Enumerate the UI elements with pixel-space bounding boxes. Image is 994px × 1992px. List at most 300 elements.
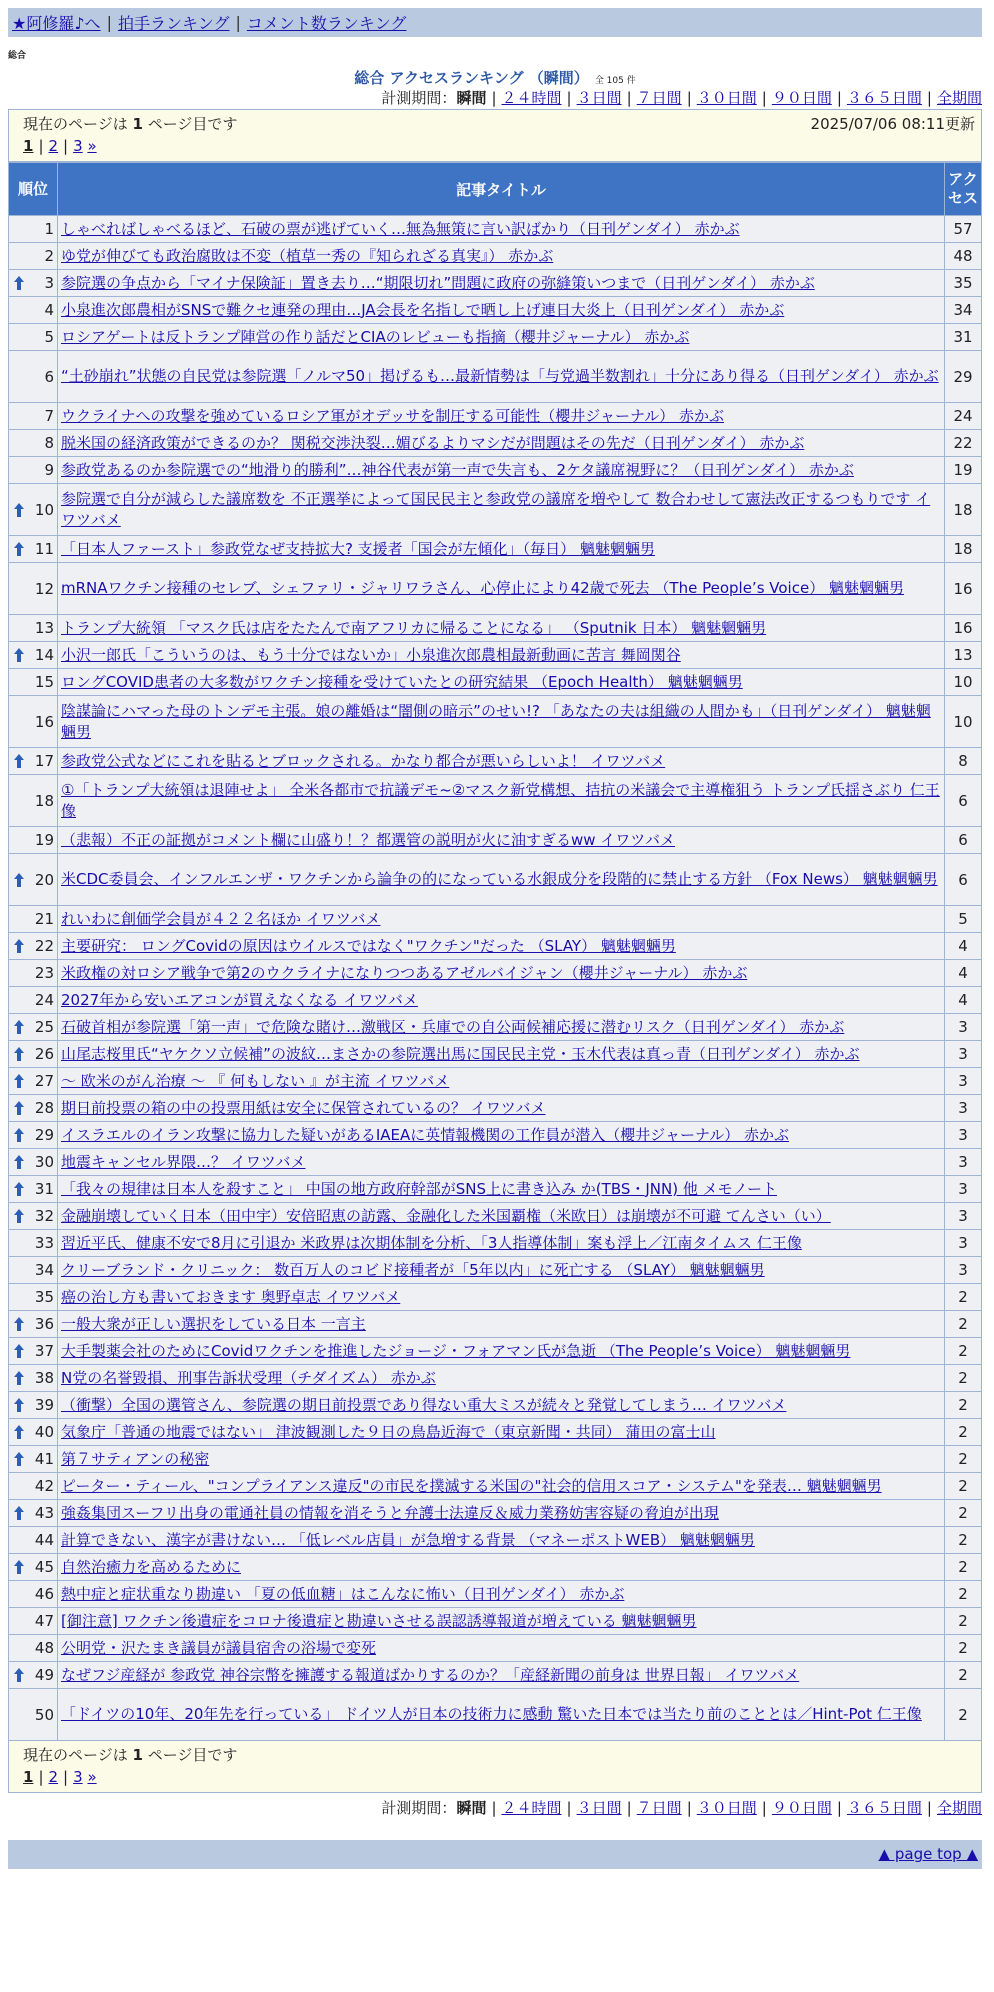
article-title-link[interactable]: 「ドイツの10年、20年先を行っている」 ドイツ人が日本の技術力に感動 驚いた日本では当たり前のこととは／Hint-Pot 仁王像 [61,1705,922,1723]
title-cell [58,1230,944,1256]
table-row [9,1581,981,1607]
access-count: 5 [945,906,981,932]
article-title-link[interactable]: 米政権の対ロシア戦争で第2のウクライナになりつつあるアゼルバイジャン（櫻井ジャーナル） 赤かぶ [61,963,748,982]
article-title-link[interactable]: しゃべればしゃべるほど、石破の票が逃げていく…無為無策に言い訳ばかり（日刊ゲンダイ） 赤かぶ [61,219,740,238]
rank-cell [9,1257,57,1283]
article-title-link[interactable]: 癌の治し方も書いておきます 奥野卓志 イワツバメ [61,1287,401,1306]
rank-cell [9,484,57,535]
access-count: 4 [945,933,981,959]
rank-number: 17 [34,752,54,770]
table-row [9,1689,981,1740]
article-title-link[interactable]: 「日本人ファースト」参政党なぜ支持拡大? 支援者「国会が左傾化」（毎日） 魑魅魍魎男 [61,539,655,558]
article-title-link[interactable]: “土砂崩れ”状態の自民党は参院選「ノルマ50」掲げるも…最新情勢は「与党過半数割れ」十分にあり得る（日刊ゲンダイ） 赤かぶ [61,367,939,385]
period-link[interactable]: ７日間 [636,1799,682,1817]
rank-cell [9,1149,57,1175]
home-link[interactable]: ★阿修羅♪へ [12,14,101,33]
pager-next-link[interactable]: » [87,137,97,155]
table-row [9,1473,981,1499]
period-separator: | [626,89,632,107]
table-row [9,827,981,853]
table-row [9,403,981,429]
title-cell [58,1284,944,1310]
access-count: 48 [945,243,981,269]
period-current: 瞬間 [456,89,487,107]
page-info-box-bottom [8,1741,982,1793]
table-row [9,1095,981,1121]
title-cell [58,351,944,402]
rank-number: 4 [44,301,54,319]
access-count: 6 [945,775,981,826]
period-separator: | [491,89,497,107]
period-link[interactable]: ９０日間 [771,1799,832,1817]
clap-ranking-link[interactable]: 拍手ランキング [117,14,230,33]
rank-cell [9,270,57,296]
access-count: 3 [945,1014,981,1040]
rank-cell [9,563,57,614]
article-title-link[interactable]: 参政党公式などにこれを貼るとブロックされる。かなり都合が悪いらしいよ！ イワツバメ [61,751,666,770]
period-separator: | [761,1799,767,1817]
article-title-link[interactable]: クリーブランド・クリニック： 数百万人のコビド接種者が「5年以内」に死亡する （SLAY） 魑魅魍魎男 [61,1260,765,1279]
period-link[interactable]: ７日間 [636,89,682,107]
article-title-link[interactable]: イスラエルのイラン攻撃に協力した疑いがあるIAEAに英情報機関の工作員が潜入（櫻井ジャーナル） 赤かぶ [61,1125,789,1144]
rank-cell [9,1500,57,1526]
rank-number: 39 [34,1396,54,1414]
article-title-link[interactable]: 米CDC委員会、インフルエンザ・ワクチンから論争の的になっている水銀成分を段階的に禁止する方針 （Fox News） 魑魅魍魎男 [61,870,938,888]
article-title-link[interactable]: 小泉進次郎農相がSNSで難クセ連発の理由…JA会長を名指しで晒し上げ連日大炎上（日刊ゲンダイ） 赤かぶ [61,300,785,319]
ranking-table [8,162,982,1741]
title-cell [58,615,944,641]
period-separator: | [566,89,572,107]
table-row [9,297,981,323]
rank-cell [9,1662,57,1688]
article-title-link[interactable]: 計算できない、漢字が書けない… 「低レベル店員」が急増する背景 （マネーポストWEB） 魑魅魍魎男 [61,1530,755,1549]
title-cell [58,827,944,853]
period-link[interactable]: ３日間 [576,89,622,107]
title-cell [58,1635,944,1661]
rank-up-arrow-icon [13,1019,25,1035]
updated-time: 2025/07/06 08:11更新 [810,115,975,133]
rank-up-arrow-icon [13,1073,25,1089]
access-count: 2 [945,1554,981,1580]
access-count: 4 [945,987,981,1013]
rank-cell [9,457,57,483]
article-title-link[interactable]: 陰謀論にハマった母のトンデモ主張。娘の離婚は“闇側の暗示”のせい!? 「あなたの夫は組織の人間かも」（日刊ゲンダイ） 魑魅魍魎男 [61,701,931,741]
table-row [9,1122,981,1148]
title-cell [58,1041,944,1067]
access-count: 2 [945,1473,981,1499]
rank-number: 6 [44,367,54,386]
access-count: 2 [945,1662,981,1688]
access-count: 57 [945,216,981,242]
nav-separator: | [106,13,112,32]
access-count: 35 [945,270,981,296]
col-title-header: 記事タイトル [58,163,944,215]
article-title-link[interactable]: ロングCOVID患者の大多数がワクチン接種を受けていたとの研究結果 （Epoch Health） 魑魅魍魎男 [61,672,743,691]
access-count: 16 [945,563,981,614]
access-count: 31 [945,324,981,350]
title-cell [58,243,944,269]
period-separator: | [926,89,932,107]
period-current: 瞬間 [456,1799,487,1817]
access-count: 8 [945,748,981,774]
rank-up-arrow-icon [13,938,25,954]
rank-cell [9,1284,57,1310]
period-selector [8,87,982,109]
access-count: 4 [945,960,981,986]
table-row [9,351,981,402]
rank-cell [9,1041,57,1067]
article-title-link[interactable]: 地震キャンセル界隈…？ イワツバメ [61,1152,306,1171]
period-link[interactable]: ３０日間 [696,89,757,107]
article-title-link[interactable]: 自然治癒力を高めるために [61,1557,242,1576]
article-title-link[interactable]: ロシアゲートは反トランプ陣営の作り話だとCIAのレビューも指摘（櫻井ジャーナル） 赤かぶ [61,327,690,346]
rank-cell [9,1068,57,1094]
article-title-link[interactable]: 強姦集団スーフリ出身の電通社員の情報を消そうと弁護士法違反＆威力業務妨害容疑の脅迫が出現 [61,1503,719,1522]
nav-separator: | [235,13,241,32]
table-row [9,696,981,747]
rank-number: 21 [34,910,54,928]
pager-next-link[interactable]: » [87,1768,97,1786]
rank-cell [9,987,57,1013]
title-cell [58,748,944,774]
article-title-link[interactable]: ～ 欧米のがん治療 ～ 『 何もしない 』が主流 イワツバメ [61,1071,450,1090]
access-count: 3 [945,1176,981,1202]
period-separator: | [686,89,692,107]
title-cell [58,1014,944,1040]
title-cell [58,1203,944,1229]
rank-number: 44 [34,1531,54,1549]
article-title-link[interactable]: ゆ党が伸びても政治腐敗は不変（植草一秀の『知られざる真実』） 赤かぶ [61,246,554,265]
table-row [9,430,981,456]
period-link[interactable]: ３６５日間 [846,1799,922,1817]
rank-cell [9,1581,57,1607]
article-title-link[interactable]: 気象庁「普通の地震ではない」 津波観測した９日の鳥島近海で（東京新聞・共同） 蒲田の富士山 [61,1422,716,1441]
rank-cell [9,854,57,905]
table-row [9,1392,981,1418]
rank-number: 5 [44,328,54,346]
rank-number: 41 [34,1450,54,1468]
col-rank-header: 順位 [9,163,57,215]
footer-bar [8,1840,982,1869]
table-row [9,642,981,668]
rank-up-arrow-icon [13,1046,25,1062]
title-cell [58,1608,944,1634]
pager [23,135,975,157]
access-count: 2 [945,1392,981,1418]
access-count: 3 [945,1230,981,1256]
rank-cell [9,696,57,747]
article-title-link[interactable]: 大手製薬会社のためにCovidワクチンを推進したジョージ・フォアマン氏が急逝 （The People’s Voice） 魑魅魍魎男 [61,1341,851,1360]
pager-link[interactable]: 2 [48,1768,59,1786]
access-count: 24 [945,403,981,429]
rank-cell [9,1230,57,1256]
table-row [9,1338,981,1364]
rank-cell [9,324,57,350]
title-cell [58,906,944,932]
article-title-link[interactable]: れいわに創価学会員が４２２名ほか イワツバメ [61,909,381,928]
period-separator: | [836,1799,842,1817]
rank-number: 22 [34,937,54,955]
table-row [9,1149,981,1175]
article-title-link[interactable]: 山尾志桜里氏“ヤケクソ立候補”の波紋…まさかの参院選出馬に国民民主党・玉木代表は真っ青（日刊ゲンダイ） 赤かぶ [61,1044,860,1063]
rank-number: 50 [34,1705,54,1724]
access-count: 13 [945,642,981,668]
title-cell [58,987,944,1013]
rank-cell [9,1446,57,1472]
access-count: 3 [945,1203,981,1229]
table-row [9,1203,981,1229]
title-cell [58,1581,944,1607]
rank-number: 42 [34,1477,54,1495]
article-title-link[interactable]: 小沢一郎氏「こういうのは、もう十分ではないか」小泉進次郎農相最新動画に苦言 舞岡関谷 [61,645,681,664]
title-cell [58,775,944,826]
table-row [9,987,981,1013]
rank-number: 2 [44,247,54,265]
access-count: 3 [945,1257,981,1283]
article-title-link[interactable]: 一般大衆が正しい選択をしている日本 一言主 [61,1314,366,1333]
article-title-link[interactable]: 熱中症と症状重なり勘違い 「夏の低血糖」はこんなに怖い（日刊ゲンダイ） 赤かぶ [61,1584,625,1603]
title-cell [58,403,944,429]
period-link[interactable]: ３日間 [576,1799,622,1817]
table-row [9,1527,981,1553]
access-count: 2 [945,1581,981,1607]
rank-number: 15 [34,673,54,691]
title-cell [58,1500,944,1526]
period-separator: | [836,89,842,107]
rank-number: 18 [34,791,54,810]
rank-up-arrow-icon [13,1397,25,1413]
table-row [9,1365,981,1391]
table-row [9,906,981,932]
period-link[interactable]: ２４時間 [501,89,562,107]
title-cell [58,1689,944,1740]
rank-number: 19 [34,831,54,849]
pager-separator: | [63,1768,69,1786]
article-title-link[interactable]: （衝撃）全国の選管さん、参院選の期日前投票であり得ない重大ミスが続々と発覚してしまう… イワツバメ [61,1395,787,1414]
table-row [9,1068,981,1094]
rank-cell [9,1203,57,1229]
ranking-title: 総合 アクセスランキング （瞬間） [354,69,589,87]
rank-cell [9,1527,57,1553]
pager-link[interactable]: 3 [73,1768,83,1786]
access-count: 2 [945,1419,981,1445]
article-title-link[interactable]: 期日前投票の箱の中の投票用紙は安全に保管されているの？ イワツバメ [61,1098,546,1117]
article-title-link[interactable]: N党の名誉毀損、刑事告訴状受理（チダイズム） 赤かぶ [61,1368,436,1387]
title-cell [58,960,944,986]
rank-cell [9,1311,57,1337]
rank-cell [9,933,57,959]
rank-cell [9,1608,57,1634]
period-link[interactable]: 全期間 [936,89,982,107]
rank-number: 24 [34,991,54,1009]
table-row [9,1311,981,1337]
rank-number: 45 [34,1558,54,1576]
pager-separator: | [63,137,69,155]
access-count: 2 [945,1365,981,1391]
article-title-link[interactable]: 金融崩壊していく日本（田中宇）安倍昭恵の訪露、金融化した米国覇権（米欧日）は崩壊が不可避 てんさい（い） [61,1206,831,1225]
rank-number: 31 [34,1180,54,1198]
access-count: 3 [945,1122,981,1148]
rank-number: 29 [34,1126,54,1144]
rank-cell [9,642,57,668]
article-title-link[interactable]: 第７サティアンの秘密 [61,1449,210,1468]
access-count: 2 [945,1500,981,1526]
table-row [9,669,981,695]
rank-up-arrow-icon [13,1181,25,1197]
rank-up-arrow-icon [13,1370,25,1386]
rank-cell [9,403,57,429]
period-label: 計測期間： [381,89,457,107]
article-title-link[interactable]: 参院選で自分が減らした議席数を 不正選挙によって国民民主と参政党の議席を増やして 数合わせして憲法改正するつもりです イワツバメ [61,489,931,529]
title-cell [58,1149,944,1175]
article-title-link[interactable]: 「我々の規律は日本人を殺すこと」 中国の地方政府幹部がSNS上に書き込み か(TBS・JNN) 他 メモノート [61,1179,778,1198]
rank-number: 14 [34,646,54,664]
page-top-link[interactable]: ▲ page top ▲ [878,1845,978,1863]
title-cell [58,1473,944,1499]
title-cell [58,1527,944,1553]
period-link[interactable]: ３０日間 [696,1799,757,1817]
access-count: 3 [945,1068,981,1094]
rank-number: 32 [34,1207,54,1225]
table-row [9,1257,981,1283]
table-row [9,1635,981,1661]
title-cell [58,1419,944,1445]
title-cell [58,297,944,323]
access-count: 2 [945,1635,981,1661]
access-count: 3 [945,1149,981,1175]
article-title-link[interactable]: なぜフジ産経が 参政党 神谷宗幣を擁護する報道ばかりするのか？「産経新聞の前身は 世界日報」 イワツバメ [61,1665,800,1684]
period-link[interactable]: ３６５日間 [846,89,922,107]
access-count: 3 [945,1041,981,1067]
access-count: 2 [945,1689,981,1740]
rank-cell [9,827,57,853]
article-title-link[interactable]: 公明党・沢たまき議員が議員宿舎の浴場で変死 [61,1638,377,1657]
rank-number: 37 [34,1342,54,1360]
table-row [9,1662,981,1688]
page-status: 現在のページは 1 ページ目です [23,115,238,133]
title-cell [58,484,944,535]
rank-number: 40 [34,1423,54,1441]
table-row [9,960,981,986]
access-count: 2 [945,1284,981,1310]
rank-up-arrow-icon [13,1559,25,1575]
rank-up-arrow-icon [13,1208,25,1224]
table-row [9,1176,981,1202]
access-count: 22 [945,430,981,456]
rank-cell [9,1473,57,1499]
category-label: 総合 [8,51,27,61]
pager-link[interactable]: 3 [73,137,83,155]
title-cell [58,1338,944,1364]
article-title-link[interactable]: トランプ大統領 「マスク氏は店をたたんで南アフリカに帰ることになる」 （Sputnik 日本） 魑魅魍魎男 [61,618,767,637]
article-title-link[interactable]: ウクライナへの攻撃を強めているロシア軍がオデッサを制圧する可能性（櫻井ジャーナル） 赤かぶ [61,406,724,425]
article-title-link[interactable]: 参院選の争点から「マイナ保険証」置き去り…“期限切れ”問題に政府の弥縫策いつまで（日刊ゲンダイ） 赤かぶ [61,273,815,292]
title-cell [58,270,944,296]
period-selector-bottom [8,1797,982,1819]
article-title-link[interactable]: （悲報）不正の証拠がコメント欄に山盛り！？都選管の説明が火に油すぎるww イワツバメ [61,830,676,849]
title-cell [58,1446,944,1472]
rank-up-arrow-icon [13,502,25,518]
article-title-link[interactable]: 脱米国の経済政策ができるのか？ 関税交渉決裂…媚びるよりマシだが問題はその先だ（日刊ゲンダイ） 赤かぶ [61,433,805,452]
table-row [9,1014,981,1040]
access-count: 34 [945,297,981,323]
title-cell [58,324,944,350]
period-link[interactable]: ２４時間 [501,1799,562,1817]
rank-cell [9,775,57,826]
table-row [9,270,981,296]
article-title-link[interactable]: [御注意] ワクチン後遺症をコロナ後遺症と勘違いさせる誤認誘導報道が増えている 魑魅魍魎男 [61,1611,697,1630]
table-row [9,324,981,350]
article-title-link[interactable]: ①「トランプ大統領は退陣せよ」 全米各都市で抗議デモ~②マスク新党構想、拮抗の米議会で主導権狙う トランプ氏揺さぶり 仁王像 [61,780,940,820]
article-title-link[interactable]: 主要研究： ロングCovidの原因はウイルスではなく"ワクチン"だった （SLAY） 魑魅魍魎男 [61,936,676,955]
title-cell [58,1662,944,1688]
table-row [9,563,981,614]
rank-cell [9,1365,57,1391]
access-count: 6 [945,827,981,853]
rank-up-arrow-icon [13,1316,25,1332]
rank-number: 10 [34,500,54,519]
article-title-link[interactable]: mRNAワクチン接種のセレブ、シェファリ・ジャリワラさん、心停止により42歳で死去 （The People’s Voice） 魑魅魍魎男 [61,579,904,597]
comment-ranking-link[interactable]: コメント数ランキング [246,14,407,33]
access-count: 10 [945,669,981,695]
article-title-link[interactable]: 習近平氏、健康不安で8月に引退か 米政界は次期体制を分析、「3人指導体制」案も浮上／江南タイムス 仁王像 [61,1233,802,1252]
table-row [9,1446,981,1472]
rank-number: 11 [34,540,54,558]
period-link[interactable]: 全期間 [936,1799,982,1817]
access-count: 2 [945,1446,981,1472]
period-link[interactable]: ９０日間 [771,89,832,107]
top-nav [8,8,982,37]
rank-cell [9,1689,57,1740]
rank-cell [9,1095,57,1121]
article-title-link[interactable]: 参政党あるのか参院選での“地滑り的勝利”…神谷代表が第一声で失言も、2ケタ議席視野に？（日刊ゲンダイ） 赤かぶ [61,460,854,479]
rank-cell [9,1176,57,1202]
pager-link[interactable]: 2 [48,137,59,155]
rank-number: 47 [34,1612,54,1630]
article-title-link[interactable]: 石破首相が参院選「第一声」で危険な賭け…激戦区・兵庫での自公両候補応援に潜むリスク（日刊ゲンダイ） 赤かぶ [61,1017,845,1036]
rank-number: 16 [34,712,54,731]
table-row [9,457,981,483]
article-title-link[interactable]: ピーター・ティール、"コンプライアンス違反"の市民を撲滅する米国の"社会的信用スコア・システム"を発表… 魑魅魍魎男 [61,1476,882,1495]
rank-cell [9,1635,57,1661]
rank-up-arrow-icon [13,275,25,291]
rank-cell [9,351,57,402]
access-count: 3 [945,1095,981,1121]
access-count: 16 [945,615,981,641]
access-count: 10 [945,696,981,747]
rank-up-arrow-icon [13,1424,25,1440]
title-cell [58,1095,944,1121]
period-separator: | [626,1799,632,1817]
rank-number: 20 [34,870,54,889]
table-row [9,933,981,959]
rank-cell [9,669,57,695]
period-separator: | [491,1799,497,1817]
rank-cell [9,1419,57,1445]
article-title-link[interactable]: 2027年から安いエアコンが買えなくなる イワツバメ [61,990,418,1009]
rank-up-arrow-icon [13,1667,25,1683]
rank-number: 26 [34,1045,54,1063]
period-separator: | [686,1799,692,1817]
rank-up-arrow-icon [13,541,25,557]
rank-cell [9,243,57,269]
rank-number: 8 [44,434,54,452]
page-title [8,67,982,87]
title-cell [58,669,944,695]
table-row [9,1500,981,1526]
title-cell [58,642,944,668]
access-count: 18 [945,484,981,535]
